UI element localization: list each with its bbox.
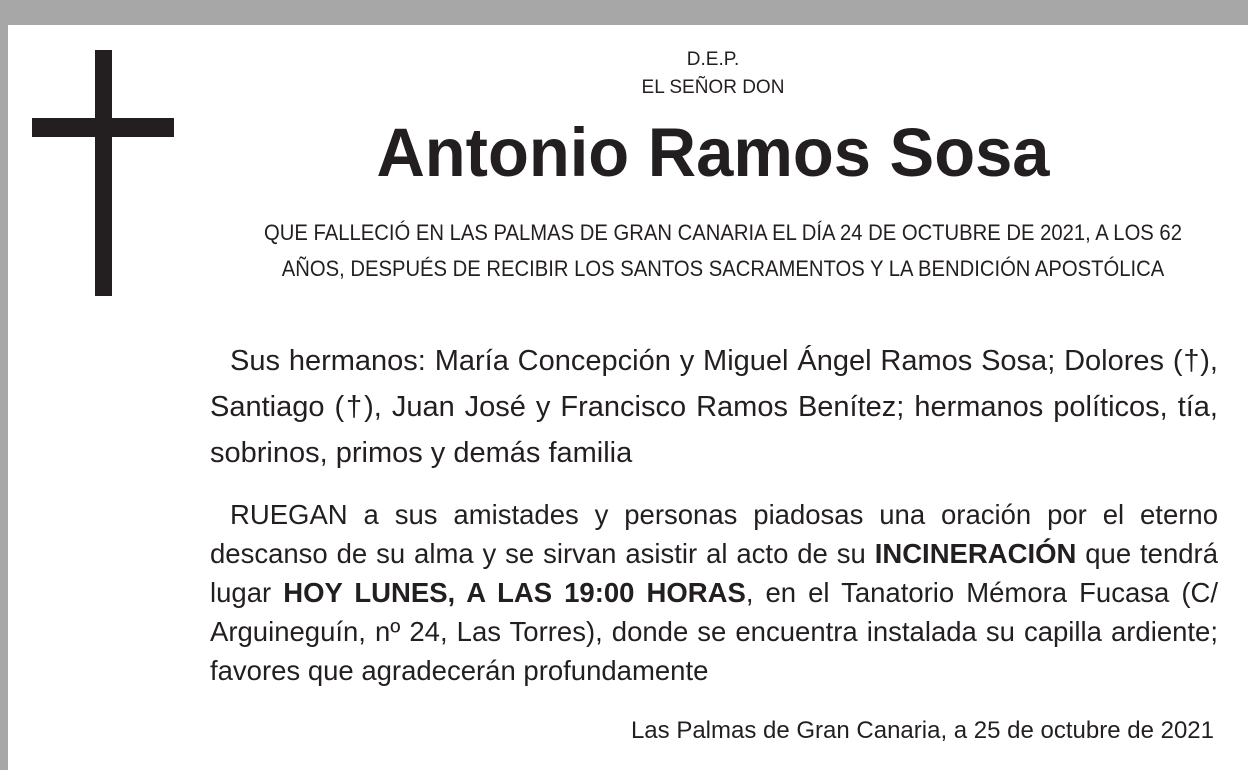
deceased-name: Antonio Ramos Sosa [376,114,1050,191]
request-text-1: RUEGAN a sus amistades y personas piadosas una oración por el eterno descanso de su alma y se sirvan asistir al acto de su [210,499,1218,569]
obituary-notice [8,25,1248,770]
request-text-2: que tendrá lugar [210,538,1219,608]
cross-horizontal-bar [32,118,174,137]
title-line: EL SEÑOR DON [641,77,785,98]
ceremony-type: INCINERACIÓN [874,538,1077,569]
ceremony-time: HOY LUNES, A LAS 19:00 HORAS [283,577,746,608]
cross-vertical-bar [95,50,112,296]
request-paragraph [210,495,1218,690]
place-date-line: Las Palmas de Gran Canaria, a 25 de octubre de 2021 [630,717,1214,744]
request-text-3: , en el Tanatorio Mémora Fucasa (C/ Arguineguín, nº 24, Las Torres), donde se encuentra instalada su capilla ardiente; favores que agradecerán profundamente [210,577,1219,686]
family-paragraph: Sus hermanos: María Concepción y Miguel Ángel Ramos Sosa; Dolores (†), Santiago (†), Juan José y Francisco Ramos Benítez; hermanos políticos, tía, sobrinos, primos y demás familia [210,345,1218,469]
death-statement: QUE FALLECIÓ EN LAS PALMAS DE GRAN CANARIA EL DÍA 24 DE OCTUBRE DE 2021, A LOS 62 AÑOS, DESPUÉS DE RECIBIR LOS SANTOS SACRAMENTOS Y LA BENDICIÓN APOSTÓLICA [264,220,1182,281]
dep-heading: D.E.P. [686,49,740,70]
